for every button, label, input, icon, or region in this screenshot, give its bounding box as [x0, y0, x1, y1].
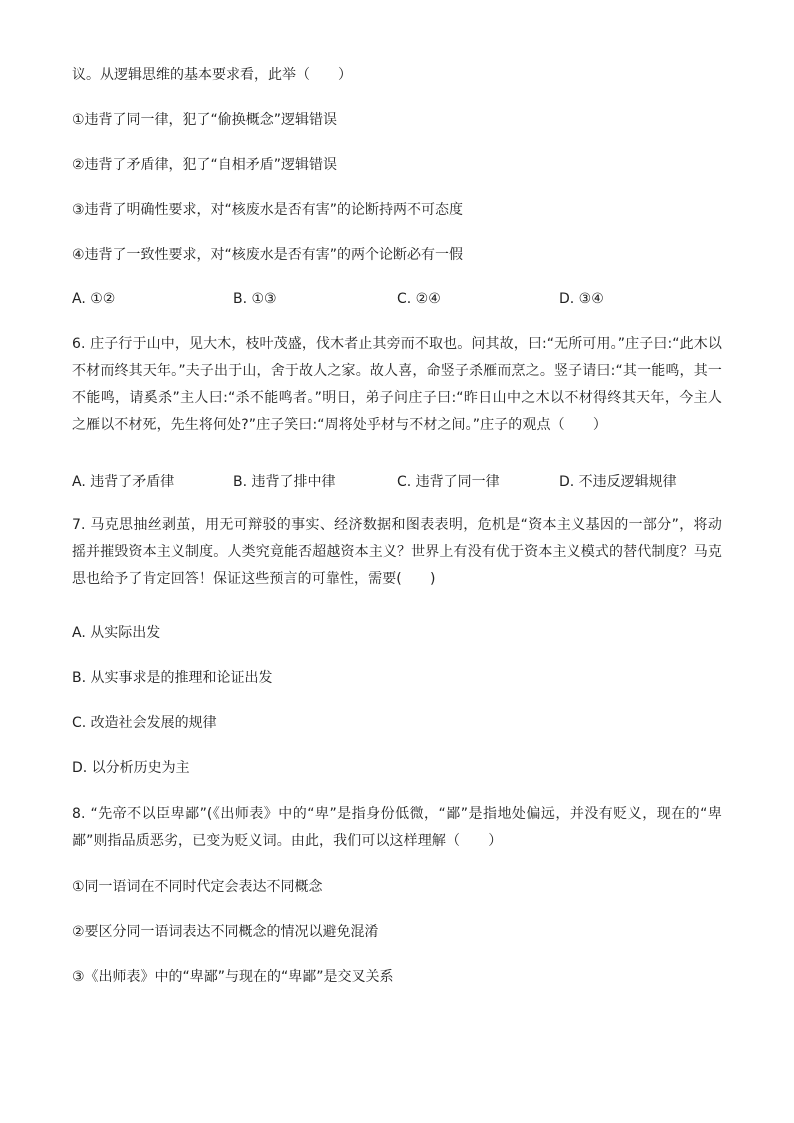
q5-option-a: A. ①② — [72, 291, 116, 307]
q7-option-a: A. 从实际出发 — [72, 625, 161, 641]
q6-option-b: B. 违背了排中律 — [233, 474, 336, 490]
q6-option-c: C. 违背了同一律 — [397, 474, 500, 490]
q5-stem-tail: 议。从逻辑思维的基本要求看，此举（ ） — [72, 67, 352, 83]
q8-statement-2: ②要区分同一语词表达不同概念的情况以避免混淆 — [72, 924, 379, 940]
q5-statement-2: ②违背了矛盾律，犯了“自相矛盾”逻辑错误 — [72, 157, 338, 173]
q7-option-c: C. 改造社会发展的规律 — [72, 715, 217, 731]
q8-statement-3: ③《出师表》中的“卑鄙”与现在的“卑鄙”是交叉关系 — [72, 969, 394, 985]
q5-option-b: B. ①③ — [233, 291, 277, 307]
q7-option-d: D. 以分析历史为主 — [72, 760, 190, 776]
q7-option-b: B. 从实事求是的推理和论证出发 — [72, 670, 273, 686]
q7-stem: 7. 马克思抽丝剥茧，用无可辩驳的事实、经济数据和图表表明，危机是“资本主义基因的一部分”，将动摇并摧毁资本主义制度。人类究竟能否超越资本主义？世界上有没有优于资本主义模式的替代制度？马克思也给予了肯定回答！保证这些预言的可靠性，需要( ) — [72, 517, 722, 587]
q6-options — [72, 471, 732, 493]
q6-option-a: A. 违背了矛盾律 — [72, 474, 175, 490]
q5-statement-4: ④违背了一致性要求，对“核废水是否有害”的两个论断必有一假 — [72, 247, 464, 263]
q5-option-c: C. ②④ — [397, 291, 441, 307]
q5-statement-1: ①违背了同一律，犯了“偷换概念”逻辑错误 — [72, 112, 338, 128]
q5-option-d: D. ③④ — [559, 291, 604, 307]
q5-options — [72, 288, 732, 310]
q5-statement-3: ③违背了明确性要求，对“核废水是否有害”的论断持两不可态度 — [72, 202, 464, 218]
q8-stem: 8. “先帝不以臣卑鄙”(《出师表》中的“卑”是指身份低微，“鄙”是指地处偏远，并没有贬义，现在的“卑鄙”则指品质恶劣，已变为贬义词。由此，我们可以这样理解（ ） — [72, 806, 722, 849]
q6-stem: 6. 庄子行于山中，见大木，枝叶茂盛，伐木者止其旁而不取也。问其故，曰:“无所可用。”庄子曰:“此木以不材而终其天年。”夫子出于山，舍于故人之家。故人喜，命竖子杀雁而烹之。竖子请曰:“其一能鸣，其一不能鸣，请奚杀”主人曰:“杀不能鸣者。”明日，弟子问庄子曰:“昨日山中之木以不材得终其天年，今主人之雁以不材死，先生将何处?”庄子笑曰:“周将处乎材与不材之间。”庄子的观点（ ） — [72, 336, 722, 433]
q8-statement-1: ①同一语词在不同时代定会表达不同概念 — [72, 879, 323, 895]
q6-option-d: D. 不违反逻辑规律 — [559, 474, 677, 490]
